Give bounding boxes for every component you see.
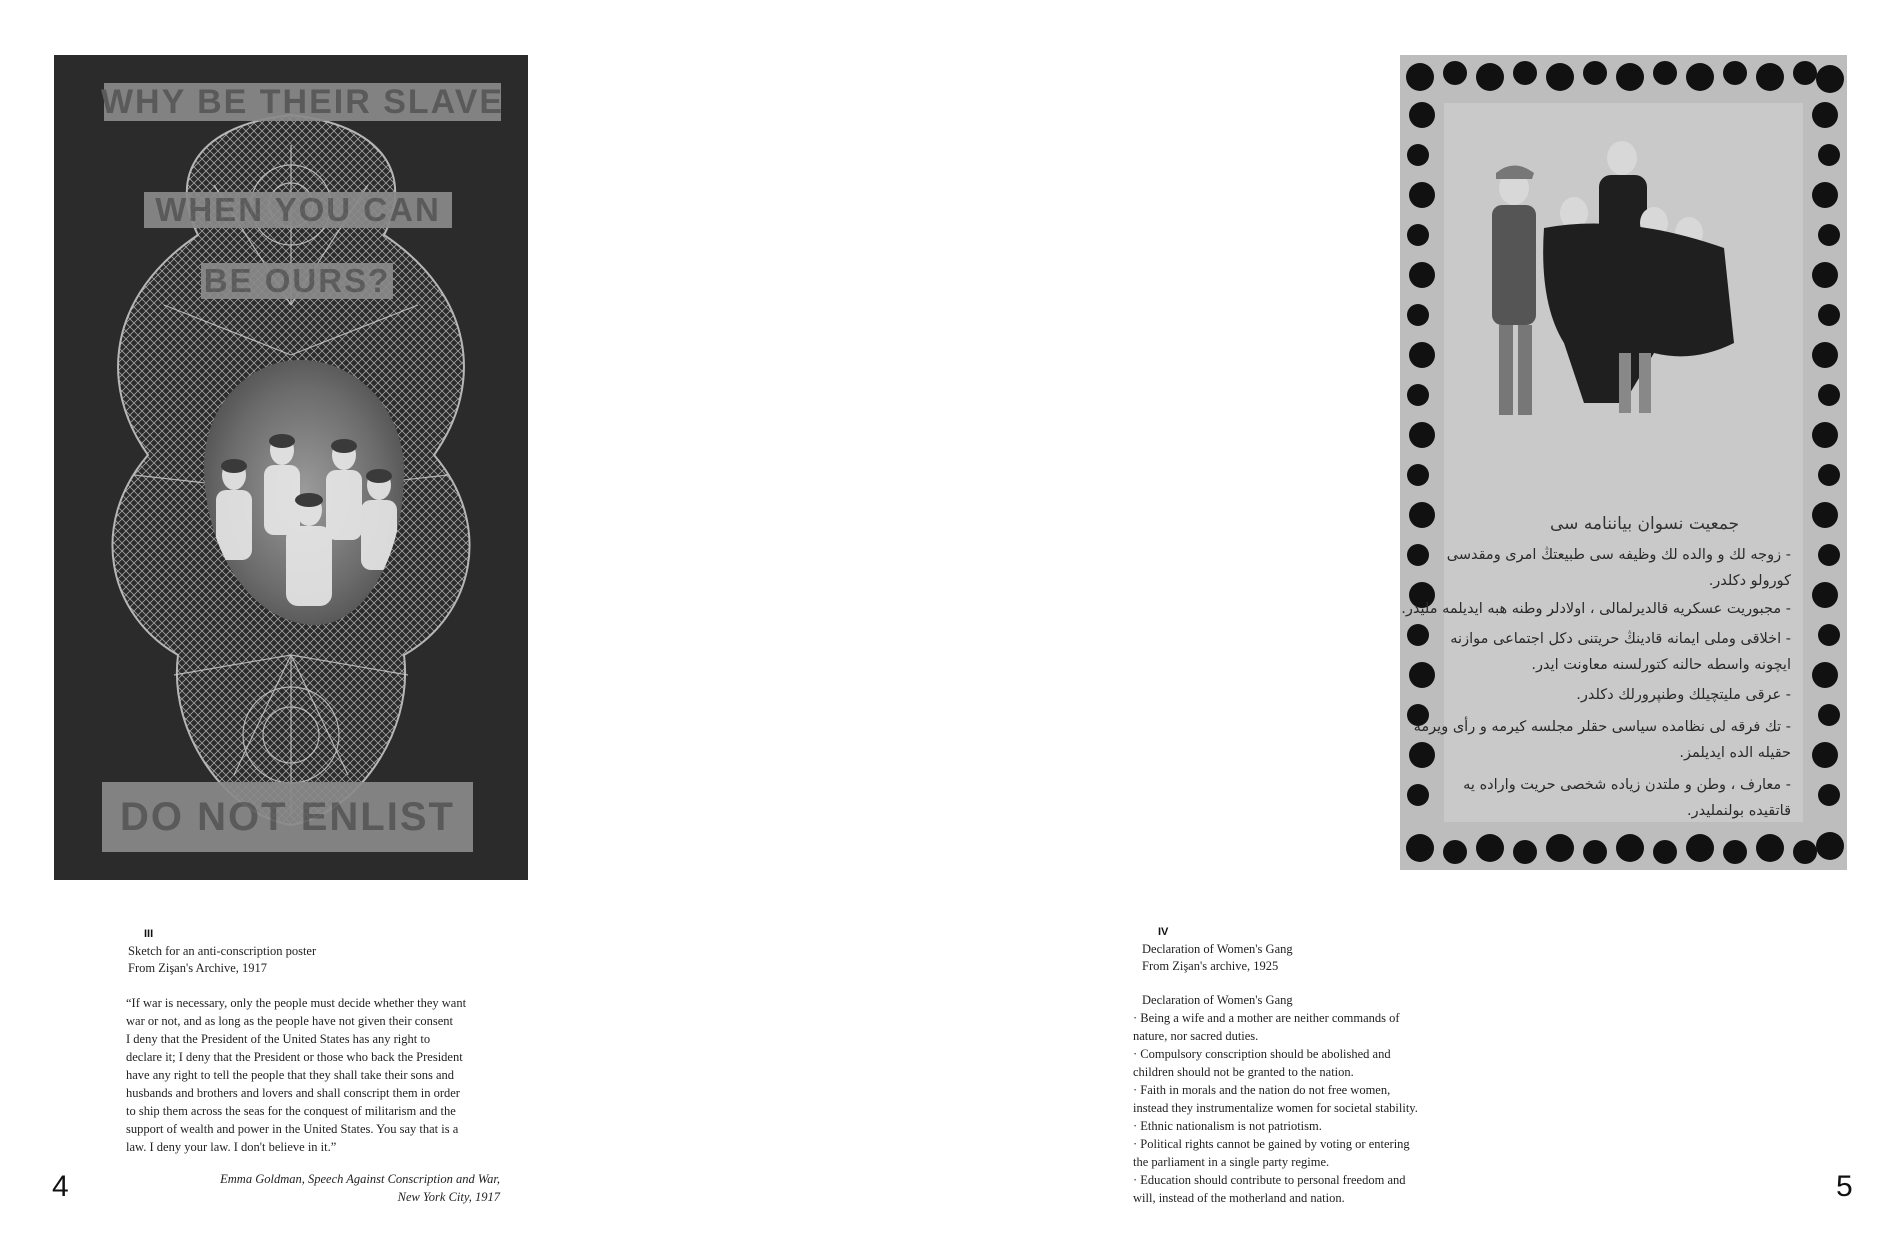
declaration-ottoman-line: قاتقیده بولنملیدر. <box>1686 803 1791 819</box>
declaration-line: children should not be granted to the nation. <box>1133 1065 1354 1079</box>
declaration-ottoman-line: - تك فرقه لی نظامده سیاسی حقلر مجلسه کیرمه و رأی ویرمه <box>1413 719 1791 735</box>
caption-title: Declaration of Women's Gang <box>1142 942 1293 956</box>
caption-source: From Zişan's archive, 1925 <box>1142 959 1279 973</box>
declaration-line: · Political rights cannot be gained by voting or entering <box>1133 1137 1410 1151</box>
caption-number: IV <box>1158 926 1169 938</box>
declaration-line: · Faith in morals and the nation do not free women, <box>1133 1083 1391 1097</box>
declaration-paper <box>1444 103 1803 822</box>
declaration-ottoman-line: - زوجه لك و والده لك وظیفه سی طبیعتڭ امری ومقدسی <box>1446 547 1791 563</box>
declaration-ottoman-title: جمعیت نسوان بیاننامه سی <box>1550 514 1740 534</box>
poster-headline-line-2: WHEN YOU CAN <box>144 192 452 228</box>
declaration-document-image <box>1400 55 1847 870</box>
quote-line: support of wealth and power in the United States. You say that is a <box>126 1122 459 1136</box>
declaration-heading: Declaration of Women's Gang <box>1142 993 1293 1007</box>
anti-conscription-poster-image <box>54 55 528 880</box>
caption-number: III <box>144 928 154 940</box>
caption-title: Sketch for an anti-conscription poster <box>128 944 317 958</box>
women-group-photo <box>1444 103 1803 822</box>
quote-line: have any right to tell the people that they shall take their sons and <box>126 1068 455 1082</box>
declaration-line: instead they instrumentalize women for societal stability. <box>1133 1101 1418 1115</box>
quote-line: I deny that the President of the United States has any right to <box>126 1032 431 1046</box>
declaration-line: · Ethnic nationalism is not patriotism. <box>1133 1119 1322 1133</box>
declaration-ottoman-line: حقیله الده ایدیلمز. <box>1679 745 1791 761</box>
page-number-right: 5 <box>1836 1170 1853 1203</box>
group-portrait-photo <box>204 360 404 625</box>
declaration-line: the parliament in a single party regime. <box>1133 1155 1330 1169</box>
quote-line: war or not, and as long as the people have not given their consent <box>126 1014 453 1028</box>
quote-line: to ship them across the seas for the conquest of militarism and the <box>126 1104 456 1118</box>
quote-line: husbands and brothers and lovers and shall conscript them in order <box>126 1086 460 1100</box>
quote-attribution-line-1: Emma Goldman, Speech Against Conscription and War, <box>220 1172 500 1186</box>
declaration-ottoman-line: - عرقی ملیتچیلك وطنپرورلك دکلدر. <box>1576 687 1791 703</box>
quote-attribution-line-2: New York City, 1917 <box>397 1190 500 1204</box>
declaration-line: will, instead of the motherland and nation. <box>1133 1191 1345 1205</box>
declaration-line: · Being a wife and a mother are neither commands of <box>1133 1011 1400 1025</box>
caption-source: From Zişan's Archive, 1917 <box>128 961 268 975</box>
poster-headline-line-4: DO NOT ENLIST <box>102 782 473 852</box>
poster-headline-line-1: WHY BE THEIR SLAVE <box>100 82 505 121</box>
declaration-line: nature, nor sacred duties. <box>1133 1029 1259 1043</box>
declaration-ottoman-line: - معارف ، وطن و ملتدن زیاده شخصی حریت واراده یه <box>1463 777 1791 793</box>
quote-line: “If war is necessary, only the people must decide whether they want <box>126 996 467 1010</box>
quote-line: declare it; I deny that the President or those who back the President <box>126 1050 463 1064</box>
declaration-ottoman-line: ایچونه واسطه حالنه کتورلسنه معاونت ایدر. <box>1531 657 1791 673</box>
page-number-left: 4 <box>52 1170 69 1203</box>
quote-line: law. I deny your law. I don't believe in it.” <box>126 1140 337 1154</box>
declaration-ottoman-line: کورولو دکلدر. <box>1708 573 1791 589</box>
declaration-ottoman-line: - مجبوریت عسکریه قالدیرلمالی ، اولادلر وطنه هبه ایدیلمه ملیدر. <box>1401 601 1791 617</box>
declaration-line: · Education should contribute to personal freedom and <box>1133 1173 1406 1187</box>
declaration-line: · Compulsory conscription should be abolished and <box>1133 1047 1391 1061</box>
declaration-ottoman-line: - اخلاقی وملی ایمانه قادینڭ حریتنی دکل اجتماعی موازنه <box>1450 631 1791 647</box>
poster-headline-line-3: BE OURS? <box>201 263 393 299</box>
